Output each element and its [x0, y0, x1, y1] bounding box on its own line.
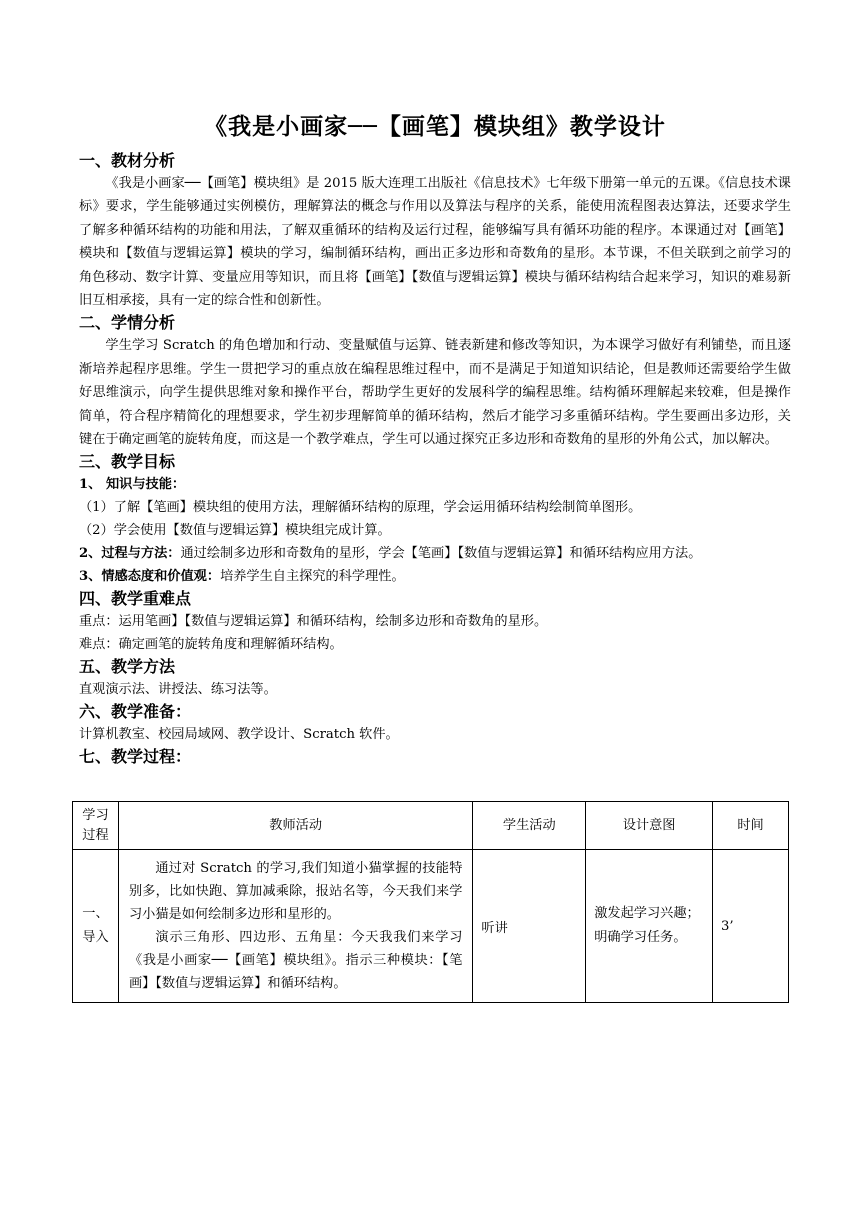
- row-student-activity: 听讲: [473, 850, 586, 1003]
- header-time: 时间: [713, 802, 789, 850]
- table-row: [73, 850, 789, 1003]
- section-heading-students: 二、学情分析: [79, 313, 176, 333]
- row-teacher-activity: [118, 850, 472, 1003]
- preparation-text: 计算机教室、校园局域网、教学设计、Scratch 软件。: [79, 727, 399, 743]
- row-stage-line-1: 一、: [82, 906, 109, 921]
- objective-knowledge-label: 1、 知识与技能：: [79, 477, 186, 493]
- teacher-activity-para-2: 演示三角形、四边形、五角星：今天我我们来学习《我是小画家──【画笔】模块组》。指示三种模块：【笔画】【数值与逻辑运算】和循环结构。: [128, 930, 463, 991]
- objective-process-label: 2、过程与方法：: [79, 546, 181, 562]
- difficulty-text: 难点：确定画笔的旋转角度和理解循环结构。: [79, 637, 343, 653]
- section-heading-objectives: 三、教学目标: [79, 452, 176, 472]
- section-heading-methods: 五、教学方法: [79, 657, 176, 677]
- objective-process-text: 通过绘制多边形和奇数角的星形，学会【笔画】【数值与逻辑运算】和循环结构应用方法。: [180, 546, 702, 562]
- objective-attitude-text: 培养学生自主探究的科学理性。: [220, 569, 405, 585]
- section-heading-materials: 一、教材分析: [79, 151, 176, 170]
- section-heading-process: 七、教学过程：: [79, 747, 192, 767]
- header-stage-line-2: 过程: [82, 827, 109, 843]
- table-header-row: [73, 802, 789, 850]
- header-intent: 设计意图: [586, 802, 713, 850]
- keypoint-text: 重点：运用笔画】【数值与逻辑运算】和循环结构，绘制多边形和奇数角的星形。: [79, 614, 548, 630]
- intent-line-1: 激发起学习兴趣；: [594, 906, 700, 921]
- objective-attitude-label: 3、情感态度和价值观：: [79, 569, 221, 585]
- row-time: 3’: [713, 850, 789, 1003]
- methods-text: 直观演示法、讲授法、练习法等。: [79, 682, 277, 698]
- document-title: 《我是小画家──【画笔】模块组》教学设计: [204, 113, 666, 140]
- header-student: 学生活动: [473, 802, 586, 850]
- row-stage: [73, 850, 119, 1003]
- teacher-activity-para-1: 通过对 Scratch 的学习,我们知道小猫掌握的技能特别多，比如快跑、算加减乘除，报站名等，今天我们来学习小猫是如何绘制多边形和星形的。: [128, 861, 463, 922]
- row-design-intent: [586, 850, 713, 1003]
- section-heading-keypoints: 四、教学重难点: [79, 589, 192, 609]
- row-stage-line-2: 导入: [82, 930, 109, 945]
- document-page: [79, 110, 791, 768]
- students-paragraph: 学生学习 Scratch 的角色增加和行动、变量赋值与运算、链表新建和修改等知识，为本课学习做好有利铺垫，而且逐渐培养起程序思维。学生一贯把学习的重点放在编程思维过程中，而不是满足于知道知识结论，但是教师还需要给学生做好思维演示，向学生提供思维对象和操作平台，帮助学生更好的发展科学的编程思维。结构循环理解起来较难，但是操作简单，符合程序精简化的理想要求，学生初步理解简单的循环结构，然后才能学习多重循环结构。学生要画出多边形，关键在于确定画笔的旋转角度，而这是一个教学难点，学生可以通过探究正多边形和奇数角的星形的外角公式，加以解决。: [79, 338, 791, 448]
- materials-paragraph: 《我是小画家──【画笔】模块组》是 2015 版大连理工出版社《信息技术》七年级下册第一单元的五课。《信息技术课标》要求，学生能够通过实例模仿，理解算法的概念与作用以及算法与程序的关系，能使用流程图表达算法，还要求学生了解多种循环结构的功能和用法，了解双重循环的结构及运行过程，能够编写具有循环功能的程序。本课通过对【画笔】模块和【数值与逻辑运算】模块的学习，编制循环结构，画出正多边形和奇数角的星形。本节课，不但关联到之前学习的角色移动、数字计算、变量应用等知识，而且将【画笔】【数值与逻辑运算】模块与循环结构结合起来学习，知识的难易新旧互相承接，具有一定的综合性和创新性。: [79, 176, 791, 309]
- header-stage: [73, 802, 119, 850]
- objective-process: [79, 542, 791, 565]
- intent-line-2: 明确学习任务。: [594, 930, 687, 945]
- objective-knowledge-item-2: （2）学会使用【数值与逻辑运算】模块组完成计算。: [79, 523, 391, 539]
- header-teacher: 教师活动: [118, 802, 472, 850]
- objective-attitude: [79, 565, 791, 588]
- teaching-process-table: [72, 801, 789, 1003]
- section-heading-preparation: 六、教学准备：: [79, 702, 192, 722]
- objective-knowledge-item-1: （1）了解【笔画】模块组的使用方法，理解循环结构的原理，学会运用循环结构绘制简单图形。: [79, 500, 642, 516]
- header-stage-line-1: 学习: [82, 807, 109, 823]
